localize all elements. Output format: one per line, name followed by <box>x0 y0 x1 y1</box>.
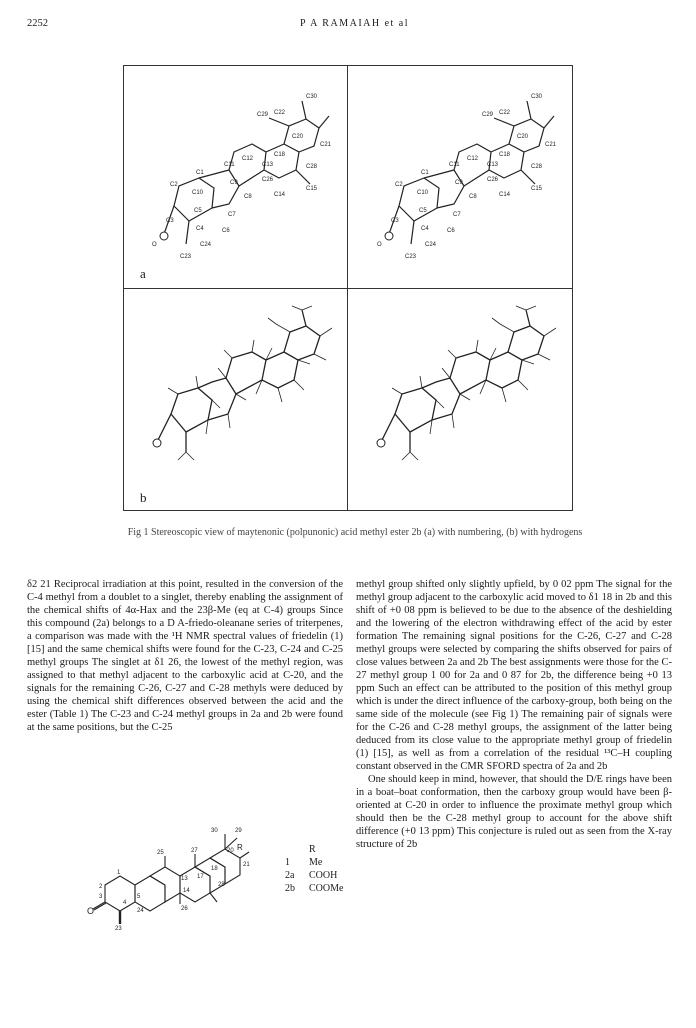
carbon-number: 14 <box>183 888 190 894</box>
atom-label: C28 <box>306 164 318 170</box>
atom-label: C4 <box>196 226 204 232</box>
carbon-number: 4 <box>123 900 127 906</box>
atom-label: C13 <box>262 162 274 168</box>
atom-label: C2 <box>395 182 403 188</box>
atom-label: C7 <box>228 212 236 218</box>
carbon-number: 2 <box>99 884 103 890</box>
atom-label: C11 <box>224 162 235 168</box>
figure-caption: Fig 1 Stereoscopic view of maytenonic (polpunonic) acid methyl ester 2b (a) with numbering, (b) with hydrogens <box>127 527 583 538</box>
right-column <box>356 578 672 851</box>
atom-label: C8 <box>469 194 477 200</box>
atom-label: C18 <box>274 152 286 158</box>
atom-label: C5 <box>194 208 202 214</box>
stereo-view-b-left <box>136 302 341 482</box>
table-row: 1 Me <box>285 857 323 868</box>
atom-label: C26 <box>487 177 499 183</box>
panel-b-label: b <box>140 490 147 505</box>
left-column <box>27 578 343 734</box>
atom-label: C1 <box>196 170 204 176</box>
figure-divider-horizontal <box>124 288 572 289</box>
substituent-table <box>285 843 343 895</box>
carbon-number: 25 <box>157 850 164 856</box>
atom-label: C22 <box>499 110 511 116</box>
atom-label: C6 <box>447 228 455 234</box>
atom-label: C18 <box>499 152 511 158</box>
atom-label: C10 <box>192 190 204 196</box>
atom-label: C8 <box>244 194 252 200</box>
atom-label: C13 <box>487 162 499 168</box>
stereo-view-a-right <box>359 86 564 276</box>
page-number: 2252 <box>27 18 48 29</box>
table-row: 2b COOMe <box>285 883 344 894</box>
page-header <box>0 18 696 36</box>
atom-label: C23 <box>405 254 417 260</box>
atom-label: C11 <box>449 162 460 168</box>
carbon-number: 23 <box>115 926 122 930</box>
friedelane-structure <box>85 790 275 930</box>
substituent-label: R <box>237 843 243 852</box>
table-row: 2a COOH <box>285 870 338 881</box>
right-paragraph-2: One should keep in mind, however, that should the D/E rings have been in a boat–boat conformation, then the carboxy group would have been β-oriented at C-20 in order to influence the proximate methyl group which should then be the C-28 methyl group to account for the above shift difference (+0 13 ppm) This conjecture is ruled out as seen from the X-ray structure of 2b <box>356 774 672 850</box>
carbon-number: 17 <box>197 874 204 880</box>
atom-label: C15 <box>531 186 543 192</box>
carbon-number: 13 <box>181 876 188 882</box>
stereo-view-a-left <box>134 86 339 276</box>
right-paragraph-1: methyl group shifted only slightly upfield, by 0 02 ppm The signal for the methyl group adjacent to the carboxylic acid moved to δ1 18 in 2b and this shift of +0 08 ppm is believed to be due to the absence of the deshielding and the lowering of the electron withdrawing effect of the acid by ester formation The remaining signal positions for the C-26, C-27 and C-28 methyl groups were selected by comparing the shifts observed for pairs of close values between 2a and 2b The best assignments were those for the C-27 methyl group 1 00 for 2a and 0 87 for 2b, the difference being +0 13 ppm Such an effect can be attributed to the position of this methyl group which is under the direct influence of the carboxy-group, both being on the same side of the molecule (see Fig 1) The remaining pair of signals were for the C-26 and C-28 methyl groups, the assignment of the latter being deduced from its close value to the appropriate methyl group of friedelin (1) [15], as well as from a correlation of the residual ¹³C–H coupling constant observed in the CMR SFORD spectra of 2a and 2b <box>356 579 672 772</box>
atom-label: C10 <box>417 190 429 196</box>
atom-label: C24 <box>425 242 437 248</box>
atom-label: C28 <box>531 164 543 170</box>
table-header: R <box>309 844 316 855</box>
atom-label: C9 <box>230 180 238 186</box>
oxygen-label: O <box>87 906 95 916</box>
carbon-number: 27 <box>191 848 198 854</box>
atom-label: C15 <box>306 186 318 192</box>
atom-label: C26 <box>262 177 274 183</box>
atom-label: C12 <box>467 156 479 162</box>
carbon-number: 20 <box>227 848 234 854</box>
atom-label: C14 <box>274 192 286 198</box>
carbon-number: 28 <box>218 882 225 888</box>
atom-label: C5 <box>419 208 427 214</box>
atom-label: C14 <box>499 192 511 198</box>
atom-label: C23 <box>180 254 192 260</box>
atom-label: C7 <box>453 212 461 218</box>
figure-1 <box>123 65 573 511</box>
running-authors: P A RAMAIAH et al <box>300 18 410 29</box>
carbon-number: 29 <box>235 828 242 834</box>
atom-label: C21 <box>545 142 557 148</box>
atom-label: C2 <box>170 182 178 188</box>
atom-label: C24 <box>200 242 212 248</box>
carbon-number: 18 <box>211 866 218 872</box>
atom-label: C20 <box>517 134 529 140</box>
carbon-number: 21 <box>243 862 250 868</box>
panel-a-label: a <box>140 266 146 281</box>
carbon-number: 5 <box>137 894 141 900</box>
carbon-number: 3 <box>99 894 103 900</box>
atom-label: C9 <box>455 180 463 186</box>
atom-label: C12 <box>242 156 254 162</box>
stereo-view-b-right <box>360 302 565 482</box>
atom-label: C1 <box>421 170 429 176</box>
carbon-number: 26 <box>181 906 188 912</box>
atom-label: O <box>152 242 157 248</box>
atom-label: C29 <box>482 112 494 118</box>
carbon-number: 24 <box>137 908 144 914</box>
atom-label: C30 <box>306 94 318 100</box>
atom-label: C3 <box>391 218 399 224</box>
atom-label: C6 <box>222 228 230 234</box>
atom-label: C29 <box>257 112 269 118</box>
left-paragraph: δ2 21 Reciprocal irradiation at this point, resulted in the conversion of the C-4 methyl from a doublet to a singlet, thereby enabling the assignment of the chemical shifts of 4α-Hax and the 23β-Me (eq at C-4) groups Since this compound (2a) belongs to a D A-friedo-oleanane series of triterpenes, a comparison was made with the ¹H NMR spectral values of friedelin (1) [15] and the same chemical shifts were found for the C-23, C-24 and C-25 methyl groups The singlet at δ1 26, the lowest of the methyl region, was assigned to that methyl adjacent to the carboxylic acid at C-20, and the signals for the remaining C-26, C-27 and C-28 methyls were deduced by using the chemical shift differences observed between the acid and the ester (Table 1) The C-23 and C-24 methyl groups in 2a and 2b were found at the same positions, but the C-25 <box>27 579 343 733</box>
atom-label: C20 <box>292 134 304 140</box>
carbon-number: 1 <box>117 870 121 876</box>
atom-label: C4 <box>421 226 429 232</box>
carbon-number: 30 <box>211 828 218 834</box>
atom-label: C22 <box>274 110 286 116</box>
atom-label: C30 <box>531 94 543 100</box>
atom-label: C3 <box>166 218 174 224</box>
atom-label: C21 <box>320 142 332 148</box>
atom-label: O <box>377 242 382 248</box>
